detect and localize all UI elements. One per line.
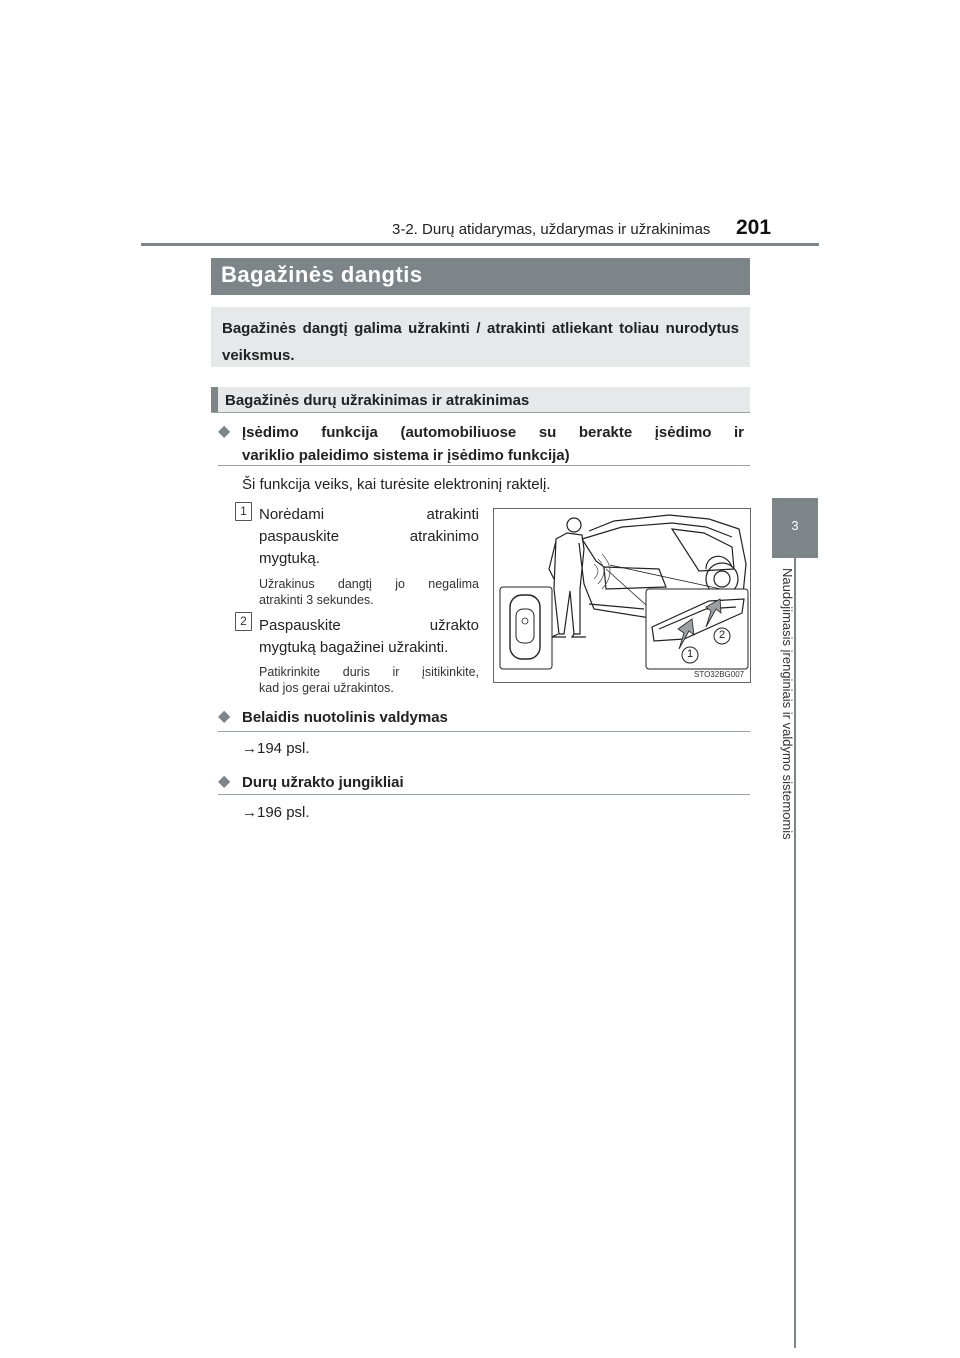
section-header: 3-2. Durų atidarymas, uždarymas ir užrakinimas — [392, 221, 711, 238]
diamond-bullet-icon: ◆ — [218, 708, 231, 725]
entry-function-heading-line1: Įsėdimo funkcija (automobiliuose su berakte įsėdimo ir — [242, 424, 744, 441]
tailgate-illustration — [494, 509, 750, 682]
step2-line1: Paspauskite užrakto — [259, 617, 479, 634]
page-title: Bagažinės dangtis — [221, 262, 423, 287]
chapter-number: 3 — [791, 518, 799, 533]
diamond-bullet-icon: ◆ — [218, 423, 231, 440]
step1-note-line2: atrakinti 3 sekundes. — [259, 593, 374, 607]
subheading-accent — [211, 387, 218, 413]
step1-line2: paspauskite atrakinimo — [259, 528, 479, 545]
step1-note-line1: Užrakinus dangtį jo negalima — [259, 577, 479, 591]
illustration-tailgate — [493, 508, 751, 683]
step2-line2: mygtuką bagažinei užrakinti. — [259, 639, 449, 656]
illustration-code: STO32BG007 — [694, 670, 745, 679]
diamond-bullet-icon: ◆ — [218, 773, 231, 790]
wireless-remote-rule — [218, 731, 750, 732]
door-lock-switches-rule — [218, 794, 750, 795]
step-number-badge: 2 — [235, 612, 252, 631]
callout-1: 1 — [686, 648, 694, 660]
subheading-underline — [211, 412, 750, 413]
door-lock-switches-heading: Durų užrakto jungikliai — [242, 774, 404, 791]
entry-function-body: Ši funkcija veiks, kai turėsite elektroninį raktelį. — [242, 476, 551, 493]
chapter-title: Naudojimasis įrenginiais ir valdymo sistemomis — [780, 568, 795, 840]
step2-note-line1: Patikrinkite duris ir įsitikinkite, — [259, 665, 479, 679]
entry-function-heading-line2: variklio paleidimo sistema ir įsėdimo funkcija) — [242, 447, 570, 464]
header-divider — [141, 243, 819, 246]
step1-line1: Norėdami atrakinti — [259, 506, 479, 523]
wireless-remote-ref: →194 psl. — [242, 740, 310, 757]
page-number: 201 — [736, 216, 772, 239]
subheading: Bagažinės durų užrakinimas ir atrakinimas — [225, 392, 530, 409]
step2-note-line2: kad jos gerai užrakintos. — [259, 681, 394, 695]
entry-function-rule — [218, 465, 750, 466]
intro-text: Bagažinės dangtį galima užrakinti / atrakinti atliekant toliau nurodytus veiksmus. — [222, 320, 739, 364]
step1-line3: mygtuką. — [259, 550, 320, 567]
door-lock-switches-ref: →196 psl. — [242, 804, 310, 821]
step-number-badge: 1 — [235, 502, 252, 521]
wireless-remote-heading: Belaidis nuotolinis valdymas — [242, 709, 448, 726]
callout-2: 2 — [718, 629, 726, 641]
